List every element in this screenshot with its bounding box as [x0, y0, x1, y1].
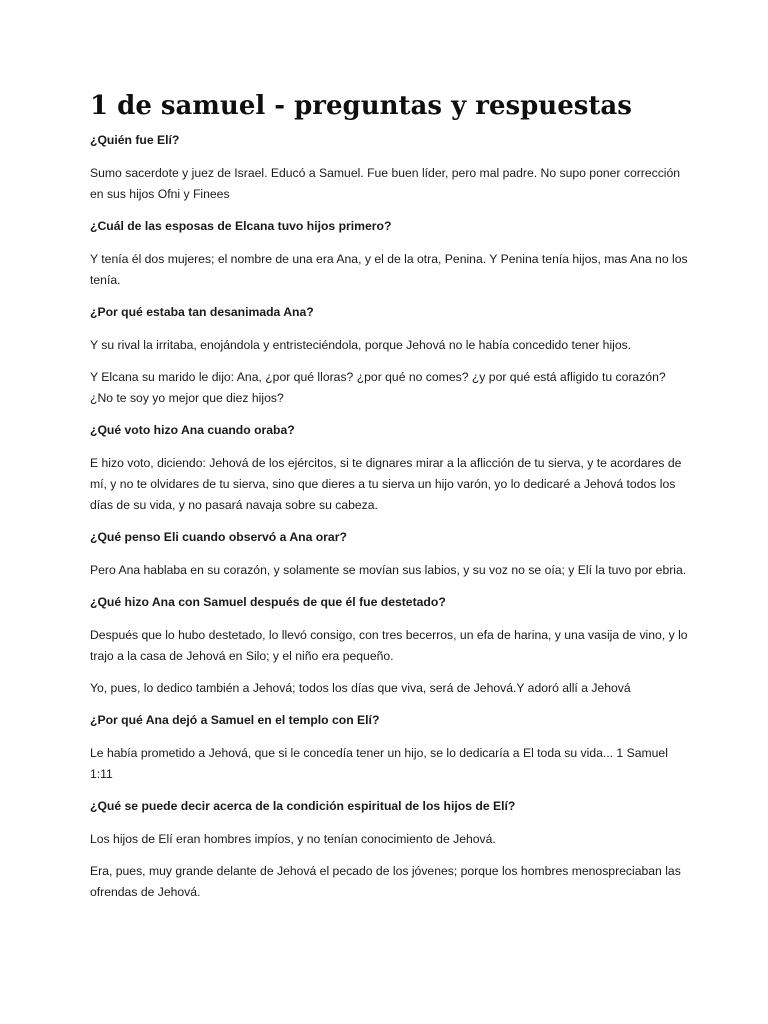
- question-paragraph: ¿Cuál de las esposas de Elcana tuvo hijos primero?: [90, 219, 392, 233]
- answer-paragraph: Sumo sacerdote y juez de Israel. Educó a Samuel. Fue buen líder, pero mal padre. No supo poner corrección en sus hijos Ofni y Finees: [90, 166, 681, 201]
- answer-paragraph: Pero Ana hablaba en su corazón, y solamente se movían sus labios, y su voz no se oía; y Elí la tuvo por ebria.: [90, 563, 687, 577]
- answer-paragraph: Y Elcana su marido le dijo: Ana, ¿por qué lloras? ¿por qué no comes? ¿y por qué está afligido tu corazón? ¿No te soy yo mejor que diez hijos?: [90, 370, 666, 405]
- question-paragraph: ¿Por qué estaba tan desanimada Ana?: [90, 305, 314, 319]
- question-paragraph: ¿Qué se puede decir acerca de la condición espiritual de los hijos de Elí?: [90, 799, 516, 813]
- question-paragraph: ¿Qué hizo Ana con Samuel después de que él fue destetado?: [90, 595, 446, 609]
- answer-paragraph: Era, pues, muy grande delante de Jehová el pecado de los jóvenes; porque los hombres menospreciaban las ofrendas de Jehová.: [90, 864, 681, 899]
- document-body: [90, 130, 690, 914]
- page-title: 1 de samuel - preguntas y respuestas: [90, 91, 632, 121]
- answer-paragraph: E hizo voto, diciendo: Jehová de los ejércitos, si te dignares mirar a la aflicción de tu sierva, y te acordares de mí, y no te olvidares de tu sierva, sino que dieres a tu sierva un hijo varón, yo lo dedicaré a Jehová todos los días de su vida, y no pasará navaja sobre su cabeza.: [90, 456, 682, 512]
- question-paragraph: ¿Quién fue Elí?: [90, 133, 180, 147]
- question-paragraph: ¿Qué penso Eli cuando observó a Ana orar?: [90, 530, 347, 544]
- answer-paragraph: Los hijos de Elí eran hombres impíos, y no tenían conocimiento de Jehová.: [90, 832, 496, 846]
- answer-paragraph: Después que lo hubo destetado, lo llevó consigo, con tres becerros, un efa de harina, y una vasija de vino, y lo trajo a la casa de Jehová en Silo; y el niño era pequeño.: [90, 628, 688, 663]
- answer-paragraph: Y tenía él dos mujeres; el nombre de una era Ana, y el de la otra, Penina. Y Penina tenía hijos, mas Ana no los tenía.: [90, 252, 688, 287]
- answer-paragraph: Yo, pues, lo dedico también a Jehová; todos los días que viva, será de Jehová.Y adoró allí a Jehová: [90, 681, 631, 695]
- answer-paragraph: Le había prometido a Jehová, que si le concedía tener un hijo, se lo dedicaría a El toda su vida... 1 Samuel 1:11: [90, 746, 668, 781]
- question-paragraph: ¿Qué voto hizo Ana cuando oraba?: [90, 423, 295, 437]
- answer-paragraph: Y su rival la irritaba, enojándola y entristeciéndola, porque Jehová no le había concedido tener hijos.: [90, 338, 632, 352]
- question-paragraph: ¿Por qué Ana dejó a Samuel en el templo con Elí?: [90, 713, 380, 727]
